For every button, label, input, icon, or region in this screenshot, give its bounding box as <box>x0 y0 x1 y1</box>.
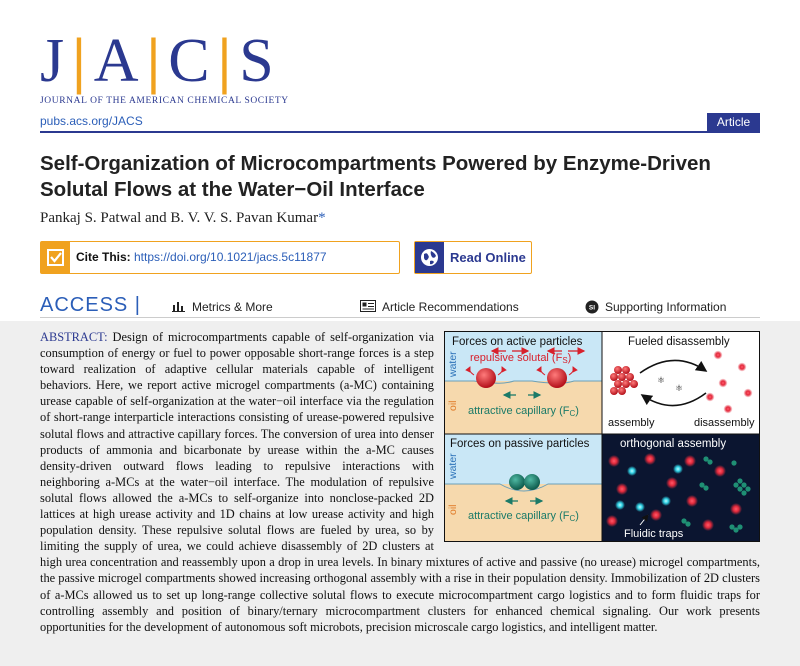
passive-particle <box>509 474 525 490</box>
water-label: water <box>447 351 459 377</box>
svg-text:⚛: ⚛ <box>657 375 666 385</box>
supporting-info-link[interactable]: SI Supporting Information <box>585 300 726 314</box>
toc-panel2-title: Fueled disassembly <box>628 336 730 348</box>
si-icon <box>585 300 599 314</box>
toc-panel-orthogonal-assembly <box>602 434 760 542</box>
check-icon <box>41 242 70 273</box>
svg-text:repulsive solutal (FS): repulsive solutal (FS) <box>470 352 572 365</box>
authors: Pankaj S. Patwal and B. V. V. S. Pavan Kumar <box>40 210 319 226</box>
logo-letter-c: C <box>168 27 216 95</box>
read-online-label: Read Online <box>450 250 526 265</box>
recommendations-link[interactable]: Article Recommendations <box>360 300 519 314</box>
globe-icon <box>415 242 444 273</box>
svg-text:⚛: ⚛ <box>675 383 684 393</box>
metrics-link[interactable]: Metrics & More <box>172 300 273 314</box>
read-online-button[interactable] <box>414 241 532 274</box>
abstract-heading: ABSTRACT: <box>40 330 108 344</box>
svg-text:attractive capillary (FC): attractive capillary (FC) <box>468 510 579 523</box>
abstract-text: Design of microcompartments capable of self-organization via consumption of energy or fuel to power opposable short-range forces is a step toward realization of adaptive cellular materials capable of intelligent behaviors. Here, we report active microgel compartments (a-MC) containing urease capable of self-organization at the water−oil interface via the regulation of short-range interparticle interactions consisting of urease-powered repulsive solutal flows and attractive capillary forces. The conversion of urea into denser products of ammonia and bicarbonate by urease within the a-MC causes density-driven outward flows leading to repulsive interactions with neighboring a-MCs at the water−oil interface. The modulation of repulsive solutal flows allowed the a-MCs to self-organize into nonclose-packed 2D lattices at high urease activity and 1D chains at low urease activity and high population density. These repulsive solutal flows are fueled by urea, so by limiting the supply of urea, we could achieve disassembly of 2D clusters at high urea concentration and reassembly upon a drop in urea levels. In binary mixtures of active and passive (no urease) microgel compartments, the passive microgel compartments showed increasing orthogonal assembly with a rise in their population density. Immobilization of 2D clusters of a-MCs allowed us to set up long-range collective solutal flows to execute microcompartment cargo logistics and to form fluidic traps for controlling assembly and position of binary/ternary microcompartment clusters for enhanced chemical signaling. Our work presents opportunities for the development of autonomous soft microbots, precision microscale cargo logistics, and intelligent matter. <box>40 330 760 634</box>
toc-panel-passive-forces <box>444 434 602 542</box>
journal-subtitle: JOURNAL OF THE AMERICAN CHEMICAL SOCIETY <box>40 96 289 106</box>
header-rule <box>40 131 760 133</box>
assembly-label: assembly <box>608 417 655 429</box>
corresponding-author-mark[interactable]: * <box>318 210 326 226</box>
journal-site-link[interactable]: pubs.acs.org/JACS <box>40 114 143 128</box>
active-particle <box>547 368 567 388</box>
active-particle <box>476 368 496 388</box>
article-type-badge: Article <box>707 113 760 131</box>
toc-panel-fueled-disassembly <box>602 331 760 434</box>
disassembly-label: disassembly <box>694 417 755 429</box>
access-bar <box>40 294 760 318</box>
svg-text:attractive capillary (FC): attractive capillary (FC) <box>468 405 579 418</box>
doi-link[interactable]: https://doi.org/10.1021/jacs.5c11877 <box>134 250 327 264</box>
abstract <box>40 329 760 635</box>
svg-text:SI: SI <box>588 304 596 312</box>
author-list <box>40 210 326 227</box>
passive-particle <box>524 474 540 490</box>
access-label: ACCESS | <box>40 294 142 316</box>
toc-panel4-title: orthogonal assembly <box>620 438 727 450</box>
logo-letter-a: A <box>93 27 145 95</box>
toc-panel3-title: Forces on passive particles <box>450 438 590 450</box>
oil-label: oil <box>447 400 459 411</box>
bar-chart-icon <box>172 300 186 312</box>
logo-letter-j: J <box>40 27 71 95</box>
cite-this-box <box>40 241 400 274</box>
svg-text:oil: oil <box>447 504 459 515</box>
svg-text:water: water <box>447 453 459 479</box>
document-icon <box>360 300 376 312</box>
logo-letter-s: S <box>239 27 280 95</box>
fluidic-traps-label: Fluidic traps <box>624 528 684 540</box>
toc-panel1-title: Forces on active particles <box>452 336 583 348</box>
article-title: Self-Organization of Microcompartments Powered by Enzyme-Driven Solutal Flows at the Water−Oil Interface <box>40 152 711 201</box>
journal-logo: J|A|C|S <box>40 27 280 95</box>
toc-panel-active-forces <box>444 331 602 434</box>
toc-graphic <box>444 331 760 542</box>
cite-this-label: Cite This: <box>76 250 131 264</box>
